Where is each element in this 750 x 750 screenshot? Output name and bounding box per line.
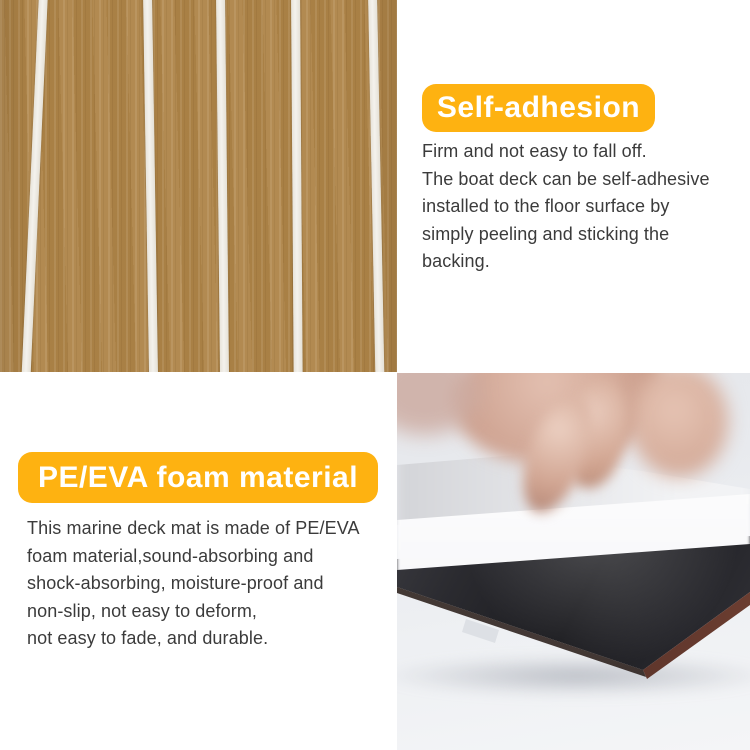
deck-stripe <box>216 0 229 372</box>
badge-label: PE/EVA foam material <box>37 460 359 494</box>
foam-material-text <box>27 515 360 653</box>
knuckle <box>630 373 728 477</box>
deck-stripe <box>368 0 385 372</box>
mat-shadow <box>397 655 750 697</box>
body-line: foam material,sound-absorbing and <box>27 545 314 566</box>
body-line: non-slip, not easy to deform, <box>27 600 258 621</box>
badge-label: Self-adhesion <box>436 91 641 124</box>
self-adhesion-badge <box>422 84 655 132</box>
body-line: shock-absorbing, moisture-proof and <box>27 573 324 593</box>
body-line: simply peeling and sticking the <box>422 223 670 244</box>
self-adhesion-text <box>422 138 710 276</box>
deck-stripe <box>21 0 48 372</box>
deck-sheet-photo <box>0 0 397 372</box>
body-line: This marine deck mat is made of PE/EVA <box>27 518 360 538</box>
deck-stripe <box>143 0 158 372</box>
body-line: installed to the floor surface by <box>422 196 670 216</box>
peel-demo-photo <box>397 373 750 750</box>
body-line: backing. <box>422 251 490 271</box>
deck-stripe <box>291 0 303 372</box>
foam-material-badge <box>18 452 378 503</box>
body-line: Firm and not easy to fall off. <box>422 141 647 161</box>
body-line: The boat deck can be self-adhesive <box>422 168 710 189</box>
body-line: not easy to fade, and durable. <box>27 628 269 648</box>
